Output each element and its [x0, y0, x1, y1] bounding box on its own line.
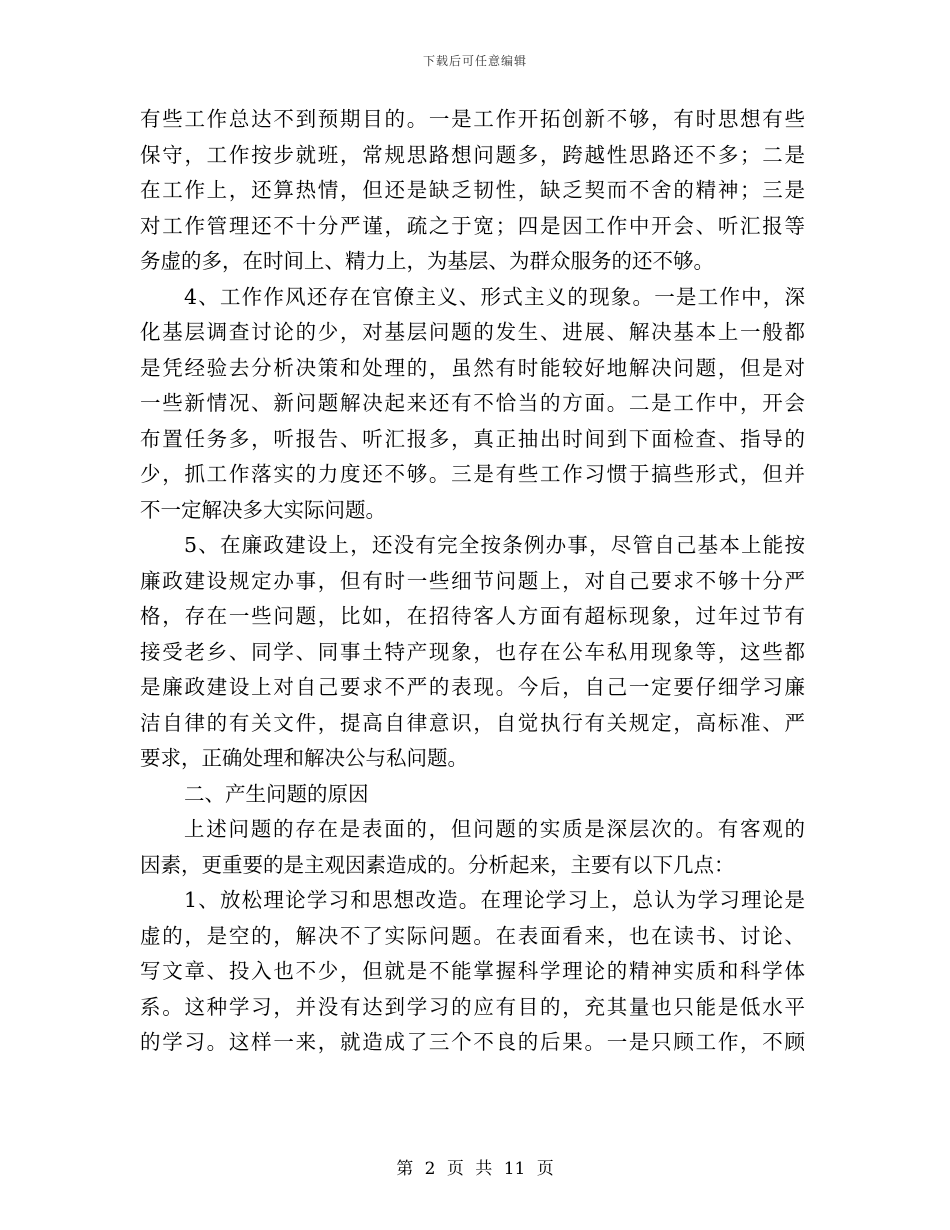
text-line: 写文章、投入也不少，但就是不能掌握科学理论的精神实质和科学体 — [140, 959, 805, 983]
text-line: 不一定解决多大实际问题。 — [140, 497, 386, 522]
text-line: 化基层调查讨论的少，对基层问题的发生、进展、解决基本上一般都 — [140, 320, 805, 344]
text-line: 接受老乡、同学、同事土特产现象，也存在公车私用现象等，这些都 — [140, 639, 805, 664]
text-line: 二、产生问题的原因 — [184, 781, 369, 806]
text-line: 4、工作作风还存在官僚主义、形式主义的现象。一是工作中，深 — [184, 284, 805, 309]
text-line: 是凭经验去分析决策和处理的，虽然有时能较好地解决问题，但是对 — [140, 355, 805, 380]
text-line: 保守，工作按步就班，常规思路想问题多，跨越性思路还不多；二是 — [140, 142, 805, 167]
text-line: 有些工作总达不到预期目的。一是工作开拓创新不够，有时思想有些 — [140, 107, 805, 131]
text-line: 对工作管理还不十分严谨，疏之于宽；四是因工作中开会、听汇报等 — [140, 213, 805, 238]
text-line: 上述问题的存在是表面的，但问题的实质是深层次的。有客观的 — [184, 817, 805, 841]
text-line: 少，抓工作落实的力度还不够。三是有些工作习惯于搞些形式，但并 — [140, 462, 805, 486]
text-line: 因素，更重要的是主观因素造成的。分析起来，主要有以下几点： — [140, 852, 735, 877]
text-line: 5、在廉政建设上，还没有完全按条例办事，尽管自己基本上能按 — [184, 533, 805, 557]
text-line: 廉政建设规定办事，但有时一些细节问题上，对自己要求不够十分严 — [140, 568, 805, 593]
text-line: 一些新情况、新问题解决起来还有不恰当的方面。二是工作中，开会 — [140, 391, 805, 415]
text-line: 在工作上，还算热情，但还是缺乏韧性，缺乏契而不舍的精神；三是 — [140, 178, 805, 202]
text-line: 要求，正确处理和解决公与私问题。 — [140, 746, 468, 770]
text-line: 1、放松理论学习和思想改造。在理论学习上，总认为学习理论是 — [184, 888, 805, 912]
text-line: 系。这种学习，并没有达到学习的应有目的，充其量也只能是低水平 — [140, 994, 805, 1019]
text-line: 务虚的多，在时间上、精力上，为基层、为群众服务的还不够。 — [140, 249, 714, 273]
page-header: 下载后可任意编辑 — [422, 54, 527, 68]
text-line: 布置任务多，听报告、听汇报多，真正抽出时间到下面检查、指导的 — [140, 426, 805, 451]
text-line: 的学习。这样一来，就造成了三个不良的后果。一是只顾工作，不顾 — [140, 1030, 805, 1054]
text-line: 格，存在一些问题，比如，在招待客人方面有超标现象，过年过节有 — [140, 604, 805, 628]
page-number-footer: 第 2 页 共 11 页 — [396, 1159, 554, 1179]
text-line: 虚的，是空的，解决不了实际问题。在表面看来，也在读书、讨论、 — [140, 923, 805, 948]
text-line: 洁自律的有关文件，提高自律意识，自觉执行有关规定，高标准、严 — [140, 710, 805, 735]
document-body — [140, 102, 805, 1061]
text-line: 是廉政建设上对自己要求不严的表现。今后，自己一定要仔细学习廉 — [140, 675, 805, 699]
